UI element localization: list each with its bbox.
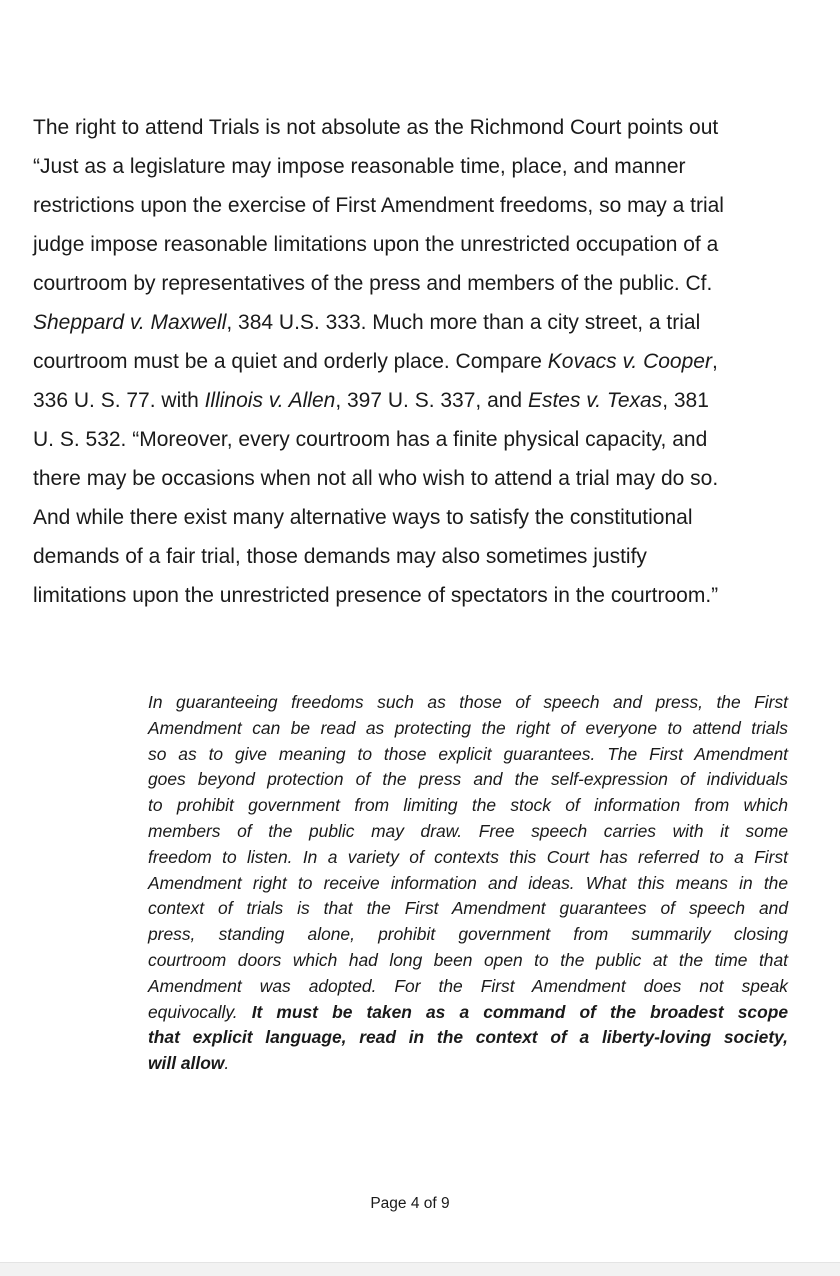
quote-line: members of the public may draw. Free speech carries with it some <box>148 820 788 841</box>
paragraph-line: courtroom by representatives of the press and members of the public. Cf. <box>33 272 713 295</box>
case-citation-kovacs: Kovacs v. Cooper <box>547 350 712 373</box>
quote-line: press, standing alone, prohibit government from summarily closing <box>148 924 788 945</box>
paragraph-line: “Just as a legislature may impose reasonable time, place, and manner <box>33 155 686 178</box>
paragraph-line: courtroom must be a quiet and orderly place. Compare Kovacs v. Cooper, <box>33 350 718 373</box>
quote-line: so as to give meaning to those explicit guarantees. The First Amendment <box>148 743 788 764</box>
emphasis-text: that explicit language, read in the context of a liberty-loving society, <box>148 1027 788 1048</box>
quote-line: Amendment was adopted. For the First Amendment does not speak <box>148 975 788 996</box>
paragraph-line: And while there exist many alternative ways to satisfy the constitutional <box>33 506 693 529</box>
quote-line: freedom to listen. In a variety of contexts this Court has referred to a First <box>148 846 788 867</box>
body-paragraph <box>33 108 813 615</box>
paragraph-line: demands of a fair trial, those demands may also sometimes justify <box>33 545 647 568</box>
quote-line: Amendment can be read as protecting the right of everyone to attend trials <box>148 717 788 738</box>
paragraph-line: there may be occasions when not all who wish to attend a trial may do so. <box>33 467 719 490</box>
paragraph-line: 336 U. S. 77. with Illinois v. Allen, 397 U. S. 337, and Estes v. Texas, 381 <box>33 389 709 412</box>
quote-line: In guaranteeing freedoms such as those of speech and press, the First <box>148 692 788 712</box>
bottom-edge <box>0 1262 840 1276</box>
quote-line: courtroom doors which had long been open to the public at the time that <box>148 949 788 970</box>
case-citation-sheppard: Sheppard v. Maxwell <box>33 311 227 334</box>
page-number: Page 4 of 9 <box>370 1195 450 1212</box>
quote-line: context of trials is that the First Amendment guarantees of speech and <box>148 898 788 919</box>
emphasis-text: It must be taken as a command of the broadest scope <box>251 1001 788 1022</box>
block-quote <box>148 690 788 1077</box>
case-citation-illinois: Illinois v. Allen <box>204 389 336 412</box>
emphasis-text: will allow <box>148 1053 225 1074</box>
quote-line: will allow. <box>148 1053 230 1074</box>
quote-line: to prohibit government from limiting the stock of information from which <box>148 795 788 816</box>
paragraph-line: limitations upon the unrestricted presence of spectators in the courtroom.” <box>33 584 719 607</box>
quote-line: goes beyond protection of the press and the self-expression of individuals <box>148 769 788 790</box>
quote-line: equivocally. It must be taken as a command of the broadest scope <box>148 1001 788 1022</box>
quote-line <box>148 1025 788 1051</box>
paragraph-line: restrictions upon the exercise of First Amendment freedoms, so may a trial <box>33 194 724 217</box>
paragraph-line: judge impose reasonable limitations upon the unrestricted occupation of a <box>33 233 719 256</box>
paragraph-line: U. S. 532. “Moreover, every courtroom has a finite physical capacity, and <box>33 428 708 451</box>
case-citation-estes: Estes v. Texas <box>527 389 663 412</box>
quote-line: Amendment right to receive information and ideas. What this means in the <box>148 872 788 893</box>
paragraph-line: The right to attend Trials is not absolute as the Richmond Court points out <box>33 116 719 139</box>
paragraph-line: Sheppard v. Maxwell, 384 U.S. 333. Much more than a city street, a trial <box>33 311 701 334</box>
